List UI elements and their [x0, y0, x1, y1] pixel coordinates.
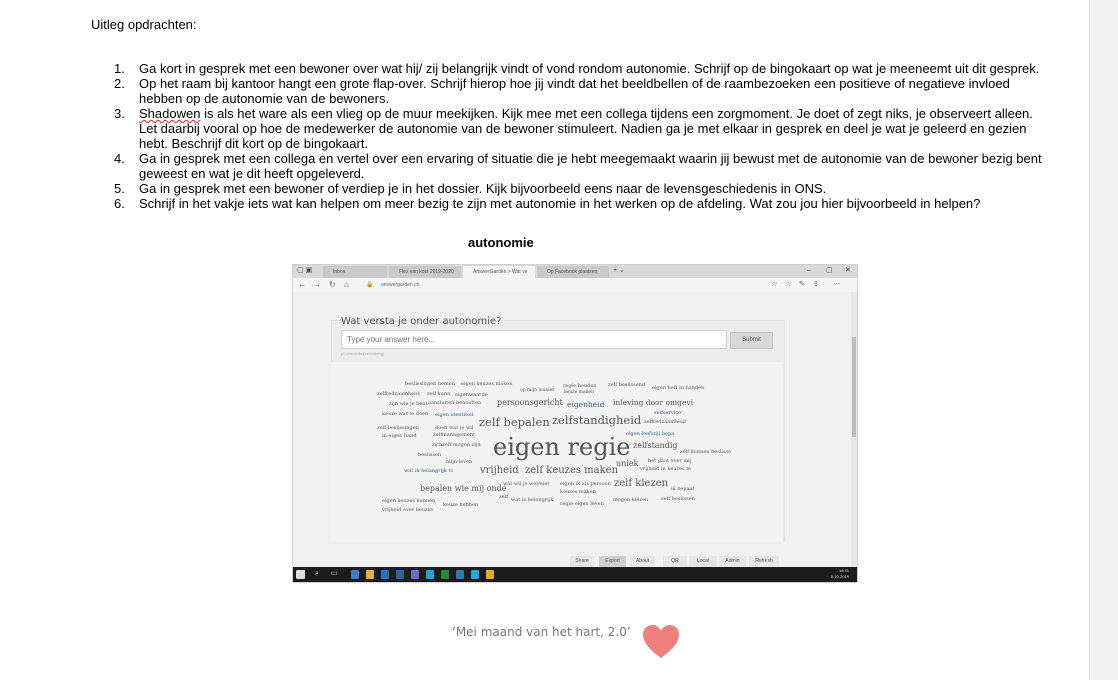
page-scrollbar[interactable] — [851, 292, 857, 567]
cloud-word: zichzelf mogen zijn — [432, 442, 481, 448]
minimize-icon[interactable]: – — [807, 267, 811, 274]
scroll-thumb[interactable] — [852, 337, 856, 437]
task-item — [114, 196, 1044, 211]
cloud-word: zelf — [499, 494, 509, 500]
cloud-word: keuzes maken — [560, 489, 596, 495]
page-edge — [1089, 0, 1118, 680]
lock-icon: 🔒 — [366, 282, 374, 288]
motto-text: ‘Mei maand van het hart, 2.0’ — [452, 625, 631, 639]
cloud-word: eigen ik als persoon — [560, 481, 611, 487]
task-number: 1. — [114, 61, 125, 76]
task-list — [114, 61, 1044, 211]
taskbar-app-icon[interactable] — [411, 570, 419, 579]
task-number: 6. — [114, 196, 125, 211]
taskbar-app-icon[interactable] — [471, 570, 479, 579]
cloud-word: eigen heft in handen — [652, 385, 705, 391]
cloud-word: uniek — [616, 459, 639, 468]
maximize-icon[interactable]: ▢ — [826, 267, 833, 274]
cloud-word: wat ik belangrijk vi — [404, 468, 453, 474]
more-icon[interactable]: ⋯ — [833, 281, 840, 288]
close-icon[interactable]: ✕ — [845, 267, 851, 274]
task-text: Op het raam bij kantoor hangt een grote flap-over. Schrijf hierop hoe jij vindt dat het beeldbellen of de raambezoeken een positieve of negatieve invloed hebben op de autonomie van de bewoners. — [139, 76, 1010, 106]
taskbar-app-icon[interactable] — [351, 570, 359, 579]
cloud-word: keuze maken — [564, 390, 594, 395]
forward-icon[interactable]: → — [313, 280, 321, 289]
windows-taskbar — [293, 567, 857, 582]
browser-tab[interactable] — [323, 266, 387, 278]
character-note: (0 characters remaining) — [341, 351, 385, 356]
task-number: 4. — [114, 151, 125, 166]
local-button[interactable]: Local — [689, 556, 717, 567]
task-view-icon[interactable]: ▭ — [331, 570, 338, 577]
cloud-word: bepalen wie mij onde — [420, 484, 507, 493]
cloud-word: eigen leefstijl bepa — [626, 431, 675, 437]
cloud-word: regie houden — [563, 383, 597, 389]
cloud-word: eigen keuzes kunnen — [382, 498, 436, 504]
url-field[interactable]: answergarden.ch — [381, 282, 420, 288]
cloud-word: wat is belangrijk — [511, 497, 554, 503]
star-icon[interactable]: ☆ — [771, 281, 778, 288]
task-item — [114, 61, 1044, 76]
document-heading: Uitleg opdrachten: — [91, 17, 197, 32]
cloud-word: zelfstandig — [633, 441, 678, 450]
spellcheck-word: Shadowen — [139, 106, 201, 121]
refresh-button[interactable]: Refresh — [749, 556, 779, 567]
taskbar-app-icon[interactable] — [456, 570, 464, 579]
task-text: is als het ware als een vlieg op de muur meekijken. Kijk mee met een collega tijdens een zorgmoment. Je doet of zegt niks, je observeert alleen. Let daarbij vooral op hoe de medewerker de autonomie van de bewoner stimuleert. Nadien ga je met elkaar in gesprek en deel je wat je geleerd en gezien hebt. Beschrijf dit kort op de bingokaart. — [139, 106, 1033, 151]
tab-label: Inbox — [333, 269, 346, 275]
taskbar-app-icon[interactable] — [426, 570, 434, 579]
image-caption: autonomie — [468, 235, 534, 250]
cloud-word: persoonsgericht — [497, 398, 563, 407]
task-text: Ga in gesprek met een bewoner of verdiep je in het dossier. Kijk bijvoorbeeld eens naar de levensgeschiedenis in ONS. — [139, 181, 827, 196]
cloud-word: eigenwaarde — [455, 392, 488, 398]
cloud-word: vrijheid in keuzes m — [640, 466, 692, 472]
cloud-word: mogen kiezen — [613, 497, 649, 503]
cloud-word: op mijn manier — [520, 388, 555, 393]
tab-label: Op Facebook plaatsen — [547, 269, 598, 275]
clock-time: 16:41 — [838, 568, 849, 573]
cloud-word: doen wat je wil — [435, 425, 474, 431]
task-text: Ga in gesprek met een collega en vertel over een ervaring of situatie die je hebt meegemaakt waarin jij bewust met de autonomie van de bewoner bezig bent geweest en wat je dit heeft opgeleverd. — [139, 151, 1042, 181]
submit-button[interactable]: Submit — [730, 332, 773, 349]
word-cloud — [331, 362, 783, 542]
cloud-word: aansluiten behoeften — [428, 400, 482, 406]
browser-tab[interactable] — [537, 266, 609, 278]
taskbar-app-icon[interactable] — [486, 570, 494, 579]
cloud-word: vrijheid over keuzes — [382, 507, 434, 513]
cloud-word: zelfredzaamheid — [644, 419, 686, 425]
cloud-word: regie eigen leven — [560, 501, 604, 507]
share-icon[interactable]: ⇪ — [813, 281, 819, 288]
cloud-word: het gaat over mij — [648, 458, 692, 464]
cloud-word: keuze wat te doen — [382, 411, 429, 417]
browser-tab-active[interactable] — [463, 266, 535, 278]
admin-button[interactable]: Admin — [719, 556, 746, 567]
clock-date: 8-10-2019 — [830, 574, 849, 579]
cloud-word: zelf bepalen — [479, 415, 550, 429]
cloud-word: zelf beslissingen — [377, 425, 419, 431]
cloud-word: wat wil je wel/niet — [503, 481, 550, 487]
cloud-word: ik bepaal — [671, 486, 695, 492]
browser-tab-bar — [293, 265, 857, 278]
search-icon[interactable]: ⌕ — [315, 570, 319, 577]
cloud-word: zelf kiezen — [614, 478, 669, 489]
cloud-word: zelf beslissend — [608, 382, 646, 388]
cloud-word: selfservice — [654, 410, 682, 416]
new-tab-icon[interactable]: + ⌄ — [613, 267, 625, 274]
cloud-word: zelfstandigheid — [552, 413, 642, 427]
question-title: Wat versta je onder autonomie? — [341, 316, 502, 327]
task-item — [114, 106, 1044, 151]
web-page — [293, 292, 851, 567]
cloud-word: keuze hebben — [443, 502, 479, 508]
tab-label: AnswerGarden > Wat ve — [473, 269, 528, 275]
cloud-word: zelf kunnen beslisse — [680, 449, 732, 455]
favorites-icon[interactable]: ☆ — [785, 281, 792, 288]
task-item — [114, 76, 1044, 106]
home-icon[interactable]: ⌂ — [344, 280, 349, 289]
windows-start-icon[interactable] — [296, 570, 305, 579]
cloud-word: zelf beslissen — [661, 496, 695, 502]
back-icon[interactable]: ← — [298, 280, 306, 289]
cloud-word: eigen regie — [493, 433, 631, 461]
cloud-word: eigenheid — [567, 400, 605, 409]
cloud-word: beslissingen nemen — [405, 381, 455, 387]
cloud-word: zelf keuzes maken — [525, 465, 619, 476]
taskbar-app-icon[interactable] — [396, 570, 404, 579]
cloud-word: eigen identiteit — [435, 412, 474, 418]
task-item — [114, 181, 1044, 196]
taskbar-app-icon[interactable] — [441, 570, 449, 579]
cloud-word: in eigen hand — [382, 433, 417, 439]
cloud-word: beslissen — [418, 452, 442, 458]
cloud-word: zijn wie je bent — [389, 401, 428, 407]
qr-button[interactable]: QR — [663, 556, 687, 567]
cloud-word: zelfredzaamheid, — [377, 391, 421, 397]
task-number: 3. — [114, 106, 125, 121]
browser-tab[interactable] — [389, 266, 461, 278]
cloud-word: inleving door omgevi — [613, 398, 694, 407]
refresh-icon[interactable]: ↻ — [329, 280, 336, 289]
task-number: 5. — [114, 181, 125, 196]
cloud-word: vrijheid — [480, 465, 519, 476]
address-bar — [293, 278, 857, 293]
taskbar-app-icon[interactable] — [381, 570, 389, 579]
cloud-word: zelf kunn — [427, 391, 451, 397]
tab-label: Flex van kost 2019-2020 — [399, 269, 454, 275]
cloud-word: eigen keuzes maken — [461, 381, 513, 387]
notes-icon[interactable]: ✎ — [799, 281, 805, 288]
share-button[interactable]: Share — [570, 556, 594, 567]
embedded-screenshot — [293, 265, 857, 582]
cloud-word: zelfmanagement — [433, 432, 476, 438]
heart-icon — [642, 624, 680, 660]
tab-actions-icon: ▢ ▣ — [297, 267, 313, 274]
task-number: 2. — [114, 76, 125, 91]
export-button[interactable]: Export — [599, 556, 626, 567]
taskbar-clock — [831, 568, 849, 580]
task-item — [114, 151, 1044, 181]
cloud-word: mijn leven — [446, 459, 473, 465]
taskbar-app-icon[interactable] — [366, 570, 374, 579]
about-button[interactable]: About — [630, 556, 655, 567]
task-text: Ga kort in gesprek met een bewoner over wat hij/ zij belangrijk vindt of vond rondom autonomie. Schrijf op de bingokaart op wat je meeneemt uit dit gesprek. — [139, 61, 1040, 76]
task-text: Schrijf in het vakje iets wat kan helpen om meer bezig te zijn met autonomie in het werken op de afdeling. Wat zou jou hier bijvoorbeeld in helpen? — [139, 196, 981, 211]
answer-input[interactable]: Type your answer here... — [341, 330, 727, 349]
